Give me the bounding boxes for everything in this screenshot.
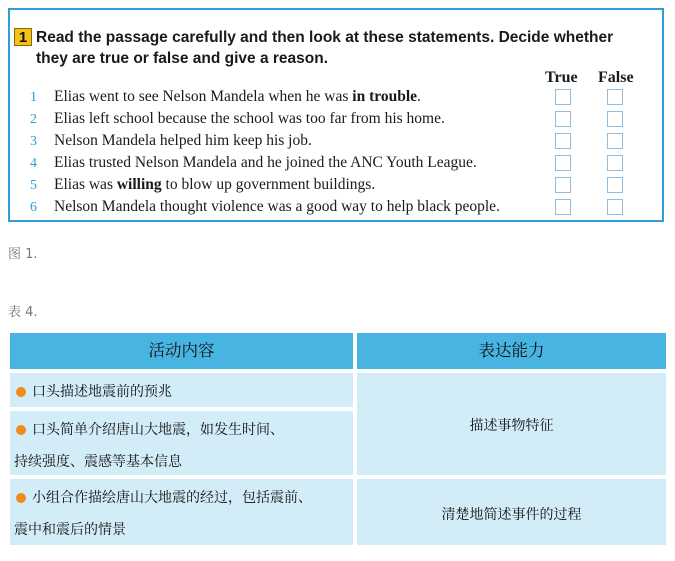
statement-number: 2 xyxy=(30,112,37,127)
table-cell-skill-2 xyxy=(357,479,666,545)
exercise-number-badge: 1 xyxy=(14,28,32,46)
table-cell-activity-3 xyxy=(10,479,353,545)
table-caption: 表 4. xyxy=(8,305,38,320)
statement-text-end: . xyxy=(417,88,421,105)
statement-text-end: to blow up government buildings. xyxy=(161,176,376,193)
true-column-header: True xyxy=(545,69,578,86)
bullet-icon xyxy=(16,493,26,503)
skill-text: 清楚地简述事件的过程 xyxy=(441,507,582,523)
false-column-header: False xyxy=(598,69,634,86)
exercise-box xyxy=(8,8,664,222)
statement-4 xyxy=(30,152,550,174)
true-checkbox-6[interactable] xyxy=(555,199,571,215)
skill-text: 描述事物特征 xyxy=(469,418,554,434)
statement-2 xyxy=(30,108,550,130)
statement-5 xyxy=(30,174,550,196)
activity-text: 小组合作描绘唐山大地震的经过，包括震前、 xyxy=(32,490,312,506)
false-checkbox-2[interactable] xyxy=(607,111,623,127)
statement-emphasis: willing xyxy=(116,176,162,193)
statement-text: Nelson Mandela thought violence was a good way to help black people. xyxy=(54,198,500,215)
false-checkbox-6[interactable] xyxy=(607,199,623,215)
figure-caption: 图 1. xyxy=(8,247,38,262)
instruction-line-1: Read the passage carefully and then look at these statements. Decide whether xyxy=(36,29,614,46)
statement-number: 5 xyxy=(30,178,37,193)
table-cell-activity-2 xyxy=(10,411,353,475)
statement-number: 3 xyxy=(30,134,37,149)
bullet-icon xyxy=(16,425,26,435)
statement-text: Elias went to see Nelson Mandela when he was xyxy=(54,88,353,105)
statement-number: 4 xyxy=(30,156,37,171)
activity-text: 口头简单介绍唐山大地震，如发生时间、 xyxy=(32,422,284,438)
table-cell-skill-1 xyxy=(357,373,666,475)
false-checkbox-1[interactable] xyxy=(607,89,623,105)
false-checkbox-3[interactable] xyxy=(607,133,623,149)
statement-number: 1 xyxy=(30,90,37,105)
true-checkbox-5[interactable] xyxy=(555,177,571,193)
true-checkbox-2[interactable] xyxy=(555,111,571,127)
statement-emphasis: in trouble xyxy=(352,88,418,105)
statement-text: Elias left school because the school was too far from his home. xyxy=(54,110,445,127)
statement-6 xyxy=(30,196,550,218)
true-checkbox-1[interactable] xyxy=(555,89,571,105)
instruction-line-2: they are true or false and give a reason. xyxy=(36,50,329,67)
statement-text: Elias was xyxy=(54,176,117,193)
statement-3 xyxy=(30,130,550,152)
statement-1 xyxy=(30,86,550,108)
activity-text-cont: 持续强度、震感等基本信息 xyxy=(14,454,182,470)
true-checkbox-4[interactable] xyxy=(555,155,571,171)
activity-text: 口头描述地震前的预兆 xyxy=(32,384,172,400)
exercise-instruction xyxy=(36,27,666,69)
bullet-icon xyxy=(16,387,26,397)
activity-text-cont: 震中和震后的情景 xyxy=(14,522,126,538)
statement-number: 6 xyxy=(30,200,37,215)
true-checkbox-3[interactable] xyxy=(555,133,571,149)
false-checkbox-4[interactable] xyxy=(607,155,623,171)
table-header-skill: 表达能力 xyxy=(357,333,666,369)
table-header-activity: 活动内容 xyxy=(10,333,353,369)
statement-text: Elias trusted Nelson Mandela and he joined the ANC Youth League. xyxy=(54,154,477,171)
false-checkbox-5[interactable] xyxy=(607,177,623,193)
statement-text: Nelson Mandela helped him keep his job. xyxy=(54,132,312,149)
table-cell-activity-1 xyxy=(10,373,353,407)
